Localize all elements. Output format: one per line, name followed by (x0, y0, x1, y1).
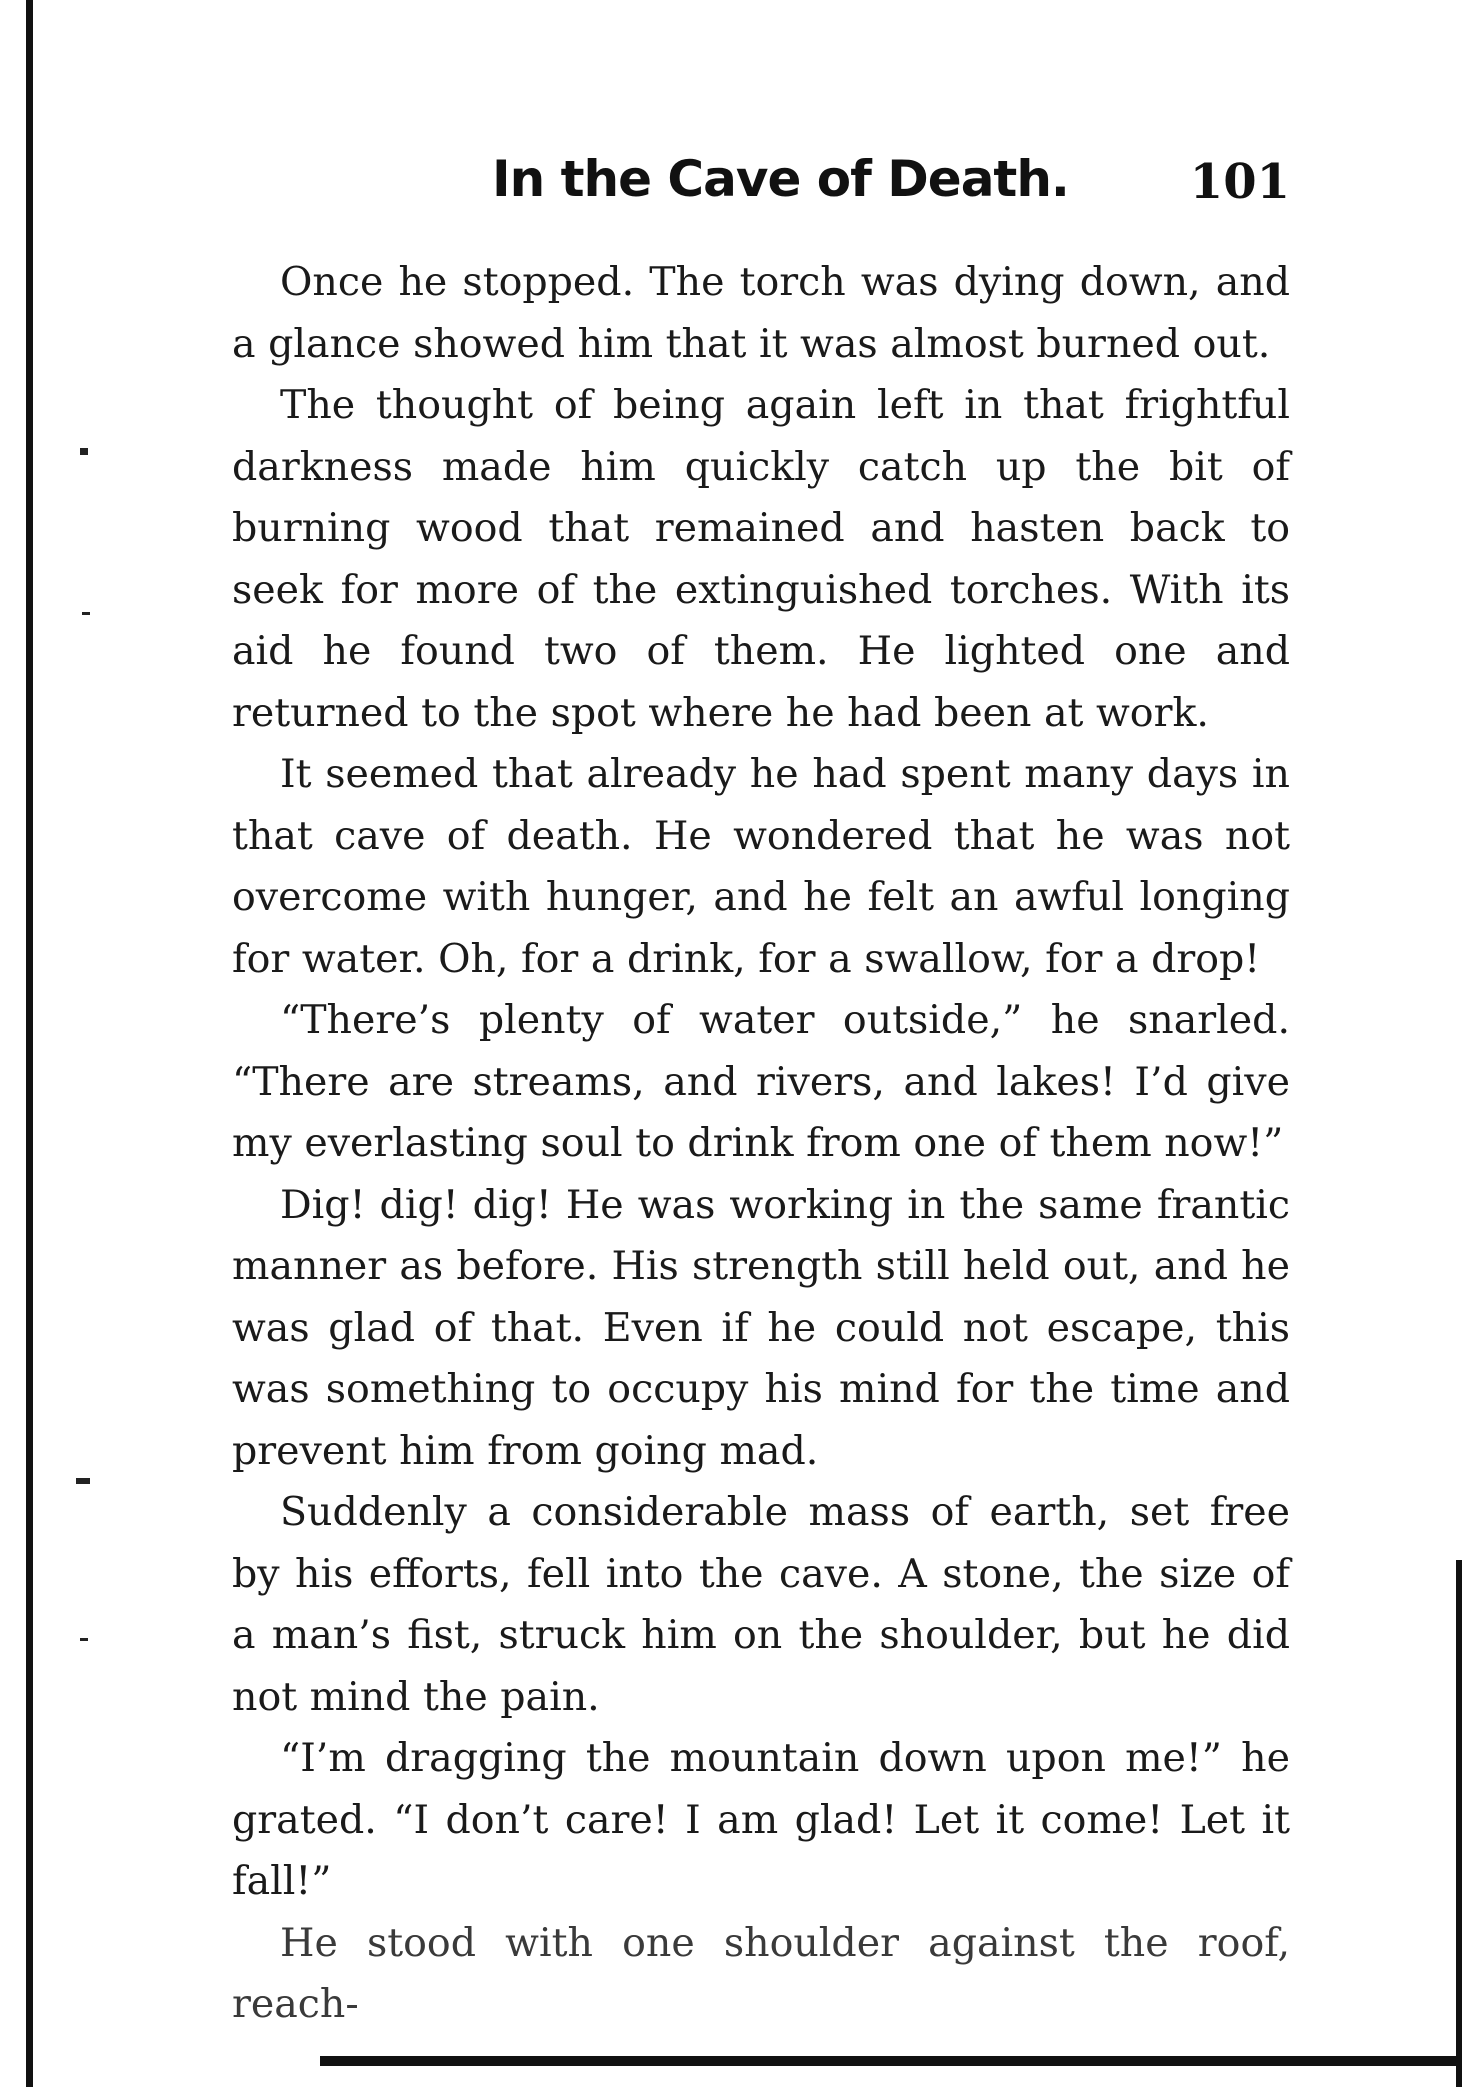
page-binding-edge (26, 0, 33, 2087)
page-number: 101 (1189, 154, 1290, 210)
paragraph: Once he stopped. The torch was dying down, and a glance showed him that it was almost burned out. (232, 259, 1290, 367)
paragraph: “There’s plenty of water outside,” he snarled. “There are streams, and rivers, and lakes! I’d give my everlasting soul to drink from one of them now!” (232, 997, 1290, 1166)
page-header (230, 150, 1290, 220)
paragraph-last: He stood with one shoulder against the roof, reach- (232, 1919, 1290, 2027)
running-title: In the Cave of Death. (492, 150, 1069, 208)
paragraph: The thought of being again left in that frightful darkness made him quickly catch up the bit of burning wood that remained and hasten back to seek for more of the extinguished torches. With its aid he found two of them. He lighted one and returned to the spot where he had been at work. (232, 382, 1290, 736)
paragraph: “I’m dragging the mountain down upon me!” he grated. “I don’t care! I am glad! Let it come! Let it fall!” (232, 1735, 1290, 1904)
margin-specks (70, 0, 130, 2087)
paragraph: Dig! dig! dig! He was working in the same frantic manner as before. His strength still held out, and he was glad of that. Even if he could not escape, this was something to occupy his mind for the time and prevent him from going mad. (232, 1181, 1290, 1474)
paragraph: It seemed that already he had spent many days in that cave of death. He wondered that he was not overcome with hunger, and he felt an awful longing for water. Oh, for a drink, for a swallow, for a drop! (232, 751, 1290, 982)
paragraph: Suddenly a considerable mass of earth, set free by his efforts, fell into the cave. A stone, the size of a man’s fist, struck him on the shoulder, but he did not mind the pain. (232, 1489, 1290, 1720)
scan-edge-shadow (1456, 1560, 1462, 2087)
body-text (232, 252, 1290, 2036)
scan-bottom-edge (320, 2056, 1462, 2066)
